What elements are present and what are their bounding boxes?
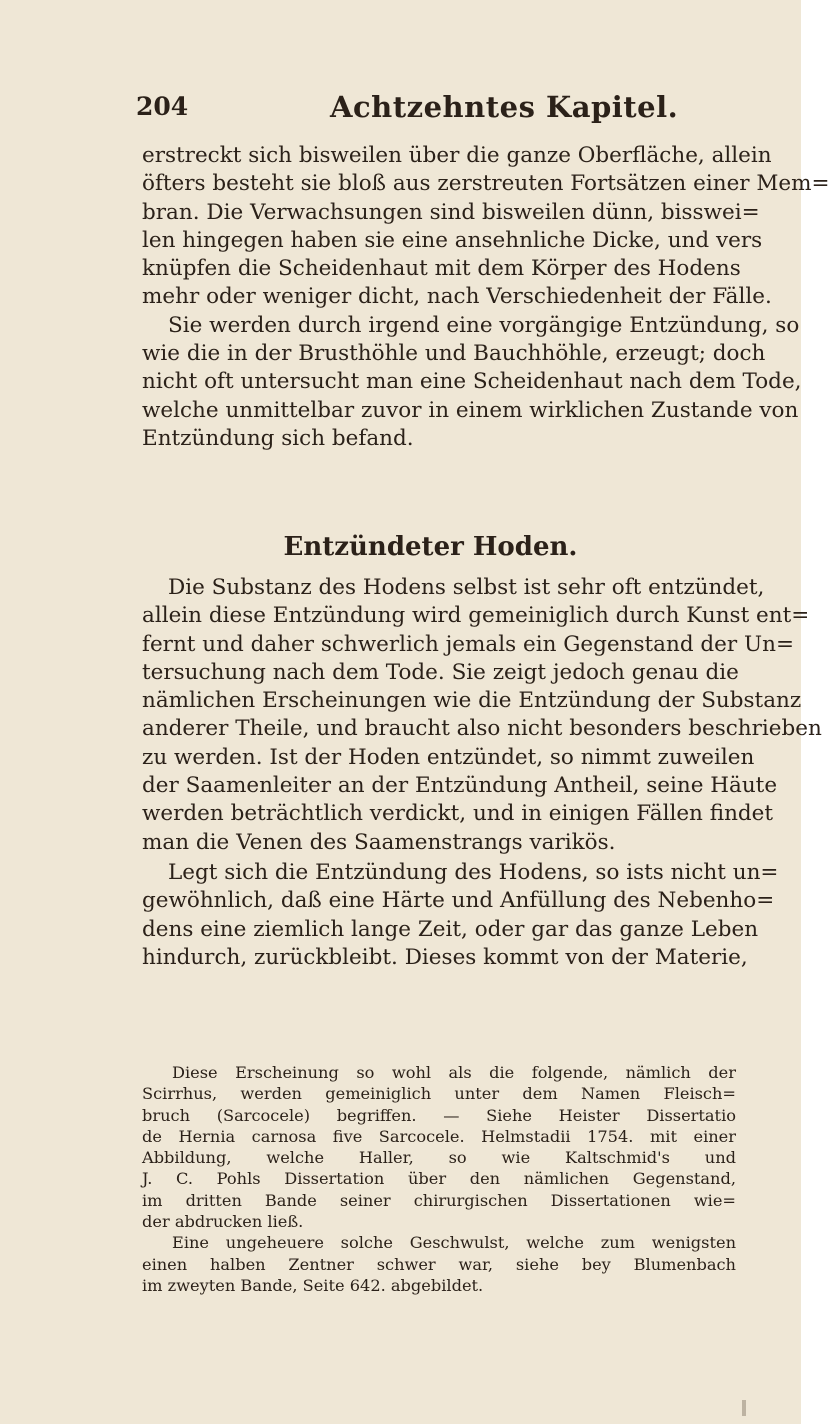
footnote-line: Abbildung, welche Haller, so wie Kaltschmid's und xyxy=(142,1148,736,1168)
text-line: nicht oft untersucht man eine Scheidenhaut nach dem Tode, xyxy=(142,369,802,395)
footnote-line: de Hernia carnosa five Sarcocele. Helmstadii 1754. mit einer xyxy=(142,1126,736,1146)
text-line: öfters besteht sie bloß aus zerstreuten Fortsätzen einer Mem= xyxy=(142,171,830,197)
page-blemish xyxy=(742,1400,746,1416)
page-number: 204 xyxy=(136,92,189,121)
footnote-line: Eine ungeheuere solche Geschwulst, welche zum wenigsten xyxy=(172,1233,736,1253)
text-line: wie die in der Brusthöhle und Bauchhöhle, erzeugt; doch xyxy=(142,341,766,367)
text-line: mehr oder weniger dicht, nach Verschiedenheit der Fälle. xyxy=(142,284,772,310)
text-line: allein diese Entzündung wird gemeiniglich durch Kunst ent= xyxy=(142,603,810,629)
section-heading: Entzündeter Hoden. xyxy=(283,532,578,562)
text-line: bran. Die Verwachsungen sind bisweilen dünn, bisswei= xyxy=(142,199,760,225)
text-line: tersuchung nach dem Tode. Sie zeigt jedoch genau die xyxy=(142,659,739,685)
paragraph xyxy=(142,859,779,972)
text-line: Entzündung sich befand. xyxy=(142,425,414,451)
footnote-line: Scirrhus, werden gemeiniglich unter dem Namen Fleisch= xyxy=(142,1084,736,1104)
text-line: erstreckt sich bisweilen über die ganze Oberfläche, allein xyxy=(142,143,772,168)
text-line: dens eine ziemlich lange Zeit, oder gar das ganze Leben xyxy=(142,916,759,942)
footnote-line: im zweyten Bande, Seite 642. abgebildet. xyxy=(142,1275,484,1295)
footnote-line: einen halben Zentner schwer war, siehe bey Blumenbach xyxy=(142,1254,736,1274)
running-title: Achtzehntes Kapitel. xyxy=(330,90,679,124)
text-line: welche unmittelbar zuvor in einem wirklichen Zustande von xyxy=(142,397,799,423)
paragraph xyxy=(142,574,822,857)
footnote-line: J. C. Pohls Dissertation über den nämlichen Gegenstand, xyxy=(142,1169,736,1189)
text-line: der Saamenleiter an der Entzündung Antheil, seine Häute xyxy=(142,773,778,799)
text-line: Sie werden durch irgend eine vorgängige Entzündung, so xyxy=(168,312,800,338)
text-line: werden beträchtlich verdickt, und in einigen Fällen findet xyxy=(142,801,774,827)
footnote-line: im dritten Bande seiner chirurgischen Dissertationen wie= xyxy=(142,1190,736,1210)
text-line: hindurch, zurückbleibt. Dieses kommt von der Materie, xyxy=(142,944,748,970)
text-line: fernt und daher schwerlich jemals ein Gegenstand der Un= xyxy=(142,631,795,657)
paragraph-continuation xyxy=(142,142,830,453)
text-line: nämlichen Erscheinungen wie die Entzündung der Substanz xyxy=(142,688,802,714)
footnote-line: bruch (Sarcocele) begriffen. — Siehe Heister Dissertatio xyxy=(142,1105,736,1125)
text-line: Legt sich die Entzündung des Hodens, so ists nicht un= xyxy=(168,860,779,885)
page-header xyxy=(136,92,736,132)
text-line: man die Venen des Saamenstrangs varikös. xyxy=(142,829,616,855)
text-line: knüpfen die Scheidenhaut mit dem Körper des Hodens xyxy=(142,256,741,282)
text-line: len hingegen haben sie eine ansehnliche Dicke, und vers xyxy=(142,227,763,253)
text-line: anderer Theile, und braucht also nicht besonders beschrieben xyxy=(142,716,822,742)
text-line: gewöhnlich, daß eine Härte und Anfüllung des Nebenho= xyxy=(142,888,775,914)
footnote-line: der abdrucken ließ. xyxy=(142,1212,304,1232)
text-line: zu werden. Ist der Hoden entzündet, so nimmt zuweilen xyxy=(142,744,755,770)
text-line: Die Substanz des Hodens selbst ist sehr oft entzündet, xyxy=(168,575,765,600)
footnote xyxy=(142,1062,736,1296)
footnote-line: Diese Erscheinung so wohl als die folgende, nämlich der xyxy=(172,1063,736,1082)
